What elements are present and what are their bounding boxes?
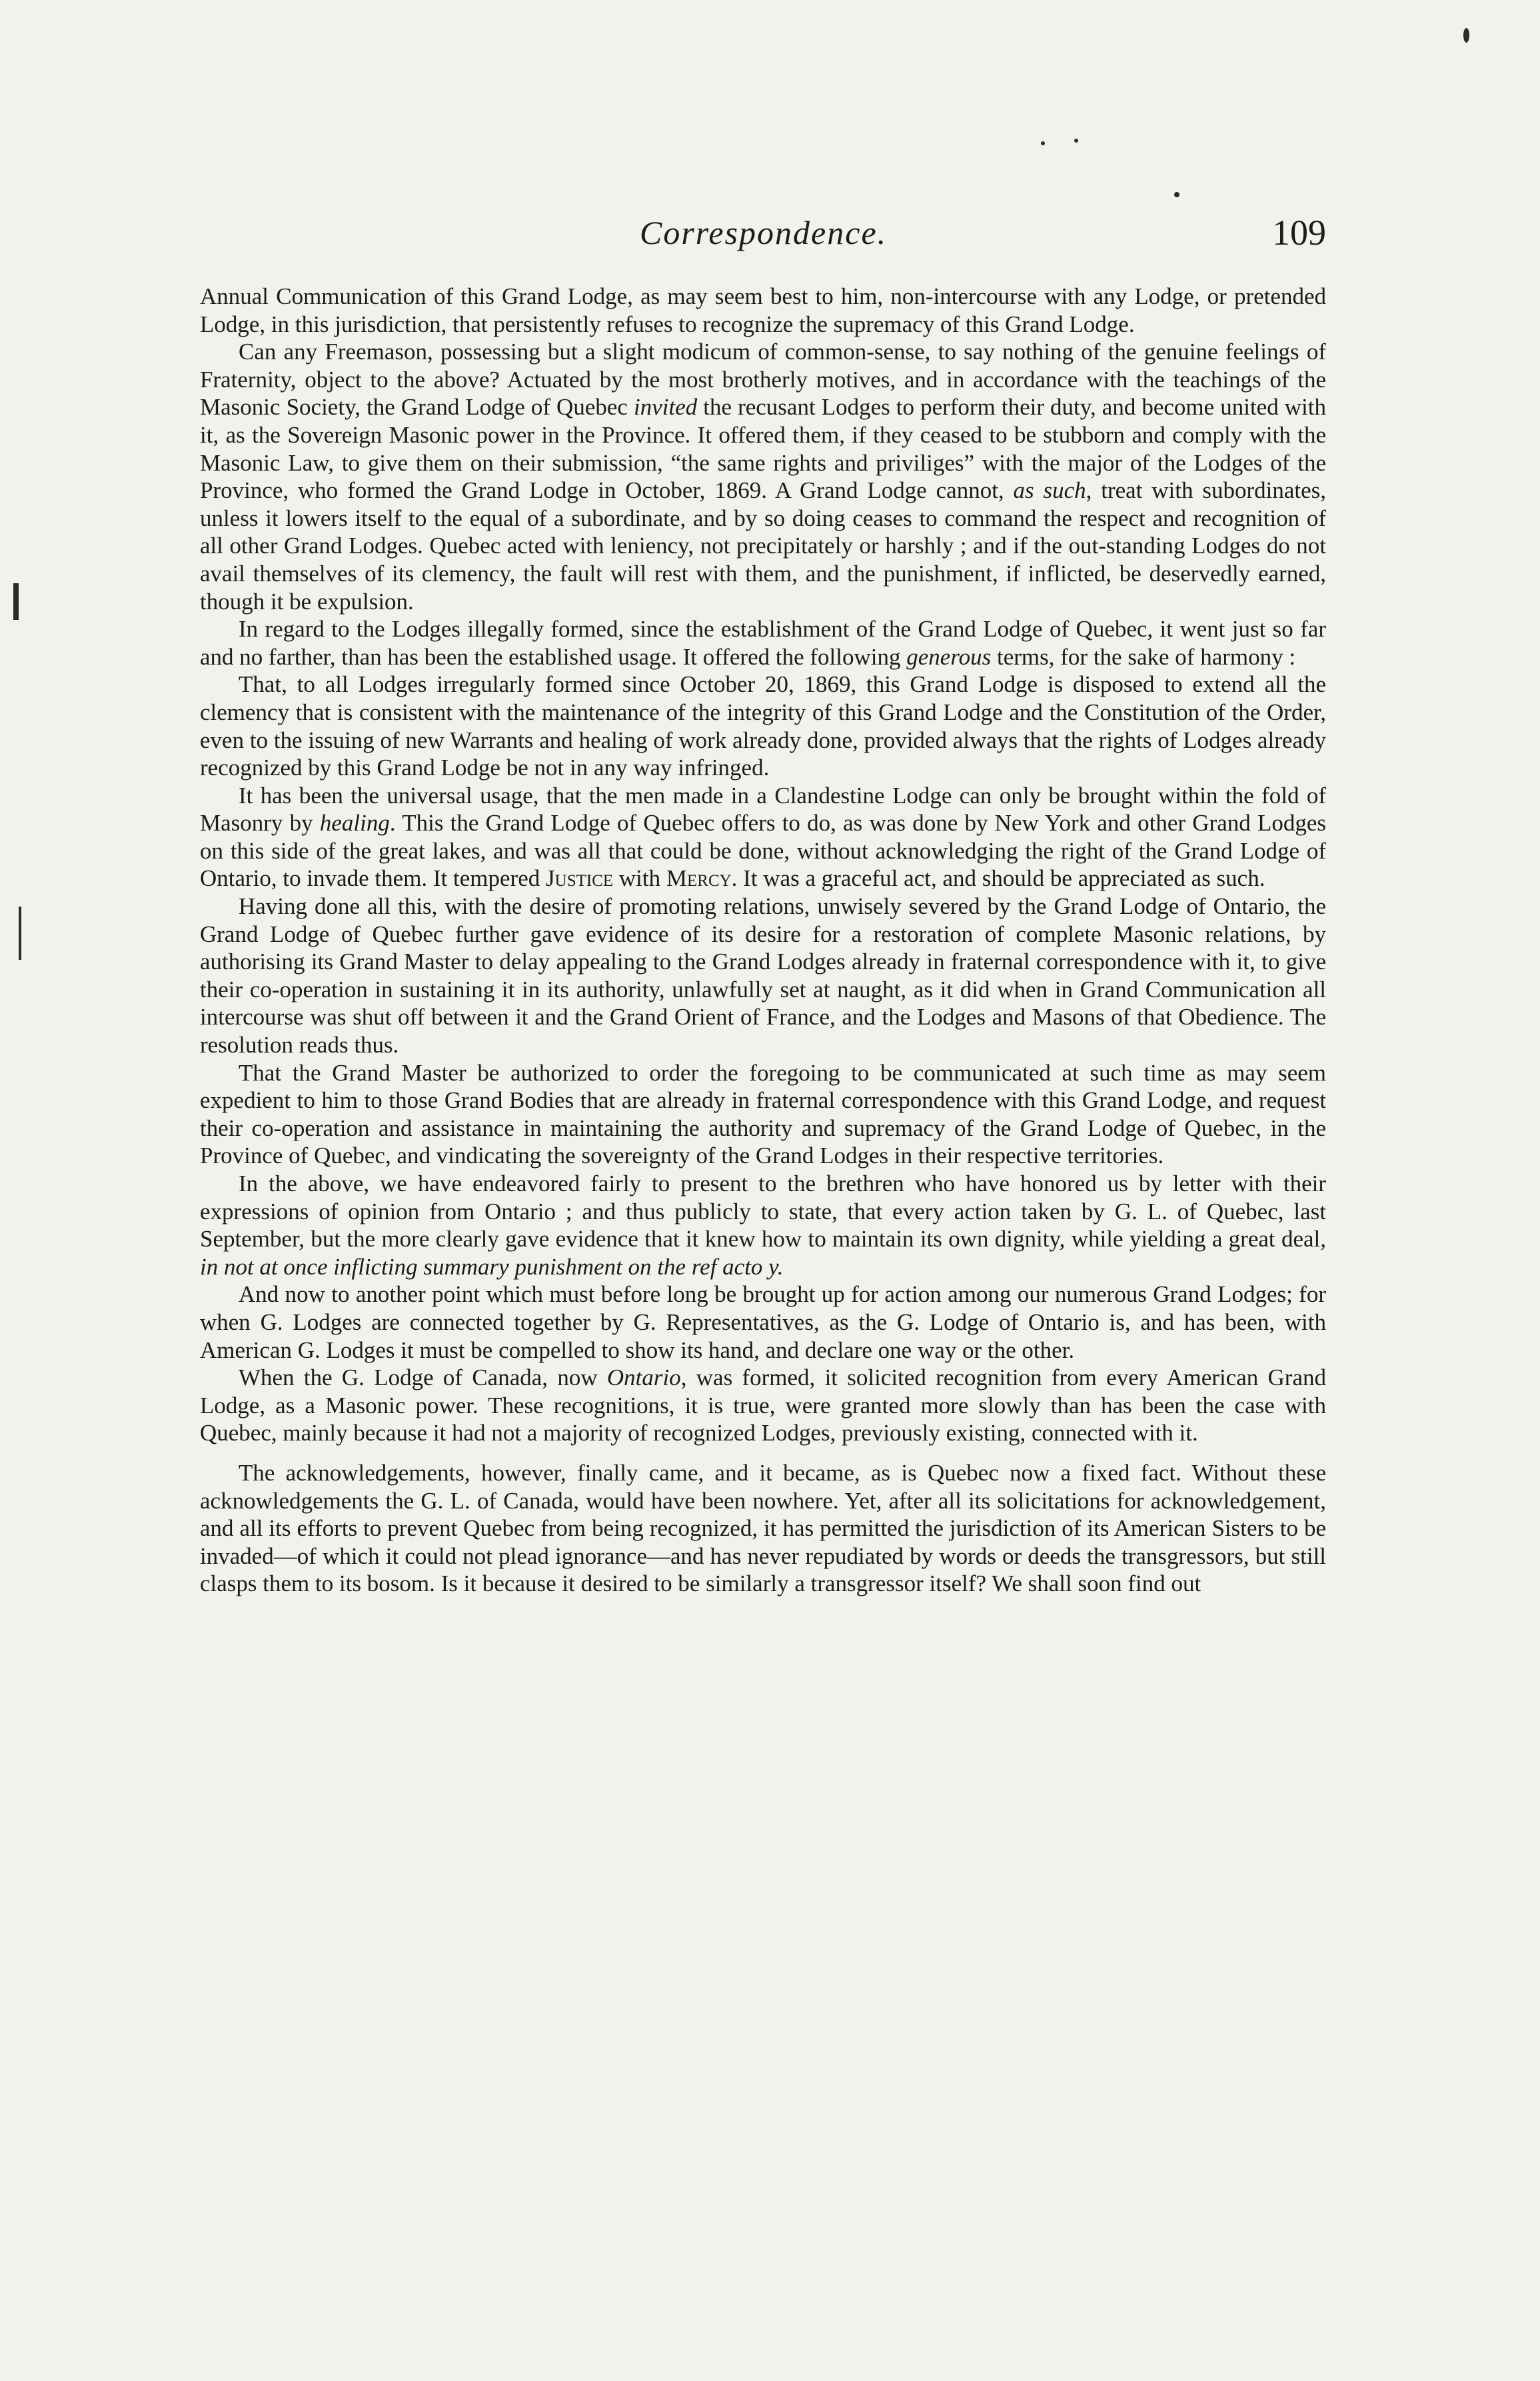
scan-speck (1074, 139, 1078, 143)
paragraph (200, 893, 1326, 1059)
paragraph (200, 671, 1326, 781)
text-run: In the above, we have endeavored fairly to present to the brethren who have honored us by letter with their expressions of opinion from Ontario ; and thus publicly to state, that every action taken by G. L. of Quebec, last September, but the more clearly gave evidence that it knew how to maintain its own dignity, while yielding a great deal, (200, 1171, 1326, 1252)
text-run: . It was a graceful act, and should be appreciated as such. (731, 865, 1265, 892)
scan-speck (1041, 141, 1045, 145)
paragraph (200, 283, 1326, 338)
page-number: 109 (1272, 213, 1326, 253)
body-text (200, 283, 1326, 1598)
page-header (200, 213, 1326, 273)
italic-text: healing (319, 810, 390, 837)
italic-text: invited (633, 394, 698, 421)
text-run: In regard to the Lodges illegally formed, since the establishment of the Grand Lodge of Quebec, it went just so far and no farther, than has been the established usage. It offered the following (200, 616, 1326, 670)
text-run: The acknowledgements, however, finally came, and it became, as is Quebec now a fixed fact. Without these acknowledgements the G. L. of Canada, would have been nowhere. Yet, after all its solicitations for acknowledgement, and all its efforts to prevent Quebec from being recognized, it has permitted the jurisdiction of its American Sisters to be invaded—of which it could not plead ignorance—and has never repudiated by words or deeds the transgressors, but still clasps them to its bosom. Is it because it desired to be similarly a transgressor itself? We shall soon find out (200, 1459, 1326, 1597)
paragraph (200, 1280, 1326, 1364)
italic-text: in not at once inflicting summary punishment on the ref acto y. (200, 1253, 784, 1280)
running-title: Correspondence. (640, 214, 888, 251)
text-run: Annual Communication of this Grand Lodge, as may seem best to him, non-intercourse with any Lodge, or pretended Lodge, in this jurisdiction, that persistently refuses to recognize the supremacy of this Grand Lodge. (200, 283, 1326, 337)
italic-text: as such (1013, 477, 1086, 504)
paragraph (200, 1059, 1326, 1170)
italic-text: Ontario (606, 1364, 681, 1391)
text-run: , was formed, it solicited recognition from every American Grand Lodge, as a Masonic power. These recognitions, it is true, were granted more slowly than has been the case with Quebec, mainly because it had not a majority of recognized Lodges, previously existing, connected with it. (200, 1364, 1326, 1446)
text-run: That, to all Lodges irregularly formed since October 20, 1869, this Grand Lodge is disposed to extend all the clemency that is consistent with the maintenance of the integrity of this Grand Lodge and the Constitution of the Order, even to the issuing of new Warrants and healing of work already done, provided always that the rights of Lodges already recognized by this Grand Lodge be not in any way infringed. (200, 671, 1326, 781)
text-run: It has been the universal usage, that the men made in a Clandestine Lodge can only be brought within the fold of Masonry by (200, 782, 1326, 837)
document-page (200, 213, 1326, 1598)
text-run: the recusant Lodges to perform their duty, and become united with it, as the Sovereign Masonic power in the Province. It offered them, if they ceased to be stubborn and comply with the Masonic Law, to give them on their submission, “the same rights and priviliges” with the major of the Lodges of the Province, who formed the Grand Lodge in October, 1869. A Grand Lodge cannot, (200, 394, 1326, 504)
paragraph (200, 615, 1326, 671)
scan-speck (1174, 192, 1179, 197)
text-run: , treat with subordinates, unless it lowers itself to the equal of a subordinate, and by so doing ceases to command the respect and recognition of all other Grand Lodges. Quebec acted with leniency, not precipitately or harshly ; and if the out-standing Lodges do not avail themselves of its clemency, the fault will rest with them, and the punishment, if inflicted, be deservedly earned, though it be expulsion. (200, 477, 1326, 615)
paragraph (200, 1170, 1326, 1280)
paragraph (200, 338, 1326, 615)
text-run: When the G. Lodge of Canada, now (239, 1364, 607, 1391)
paragraph (200, 782, 1326, 893)
small-caps-text: Justice (546, 865, 614, 892)
margin-mark (19, 907, 21, 960)
text-run: with (613, 865, 666, 892)
text-run: terms, for the sake of harmony : (991, 643, 1296, 670)
italic-text: generous (906, 643, 992, 670)
scan-speck (1463, 28, 1469, 43)
text-run: Can any Freemason, possessing but a slight modicum of common-sense, to say nothing of the genuine feelings of Fraternity, object to the above? Actuated by the most brotherly motives, and in accordance with the teachings of the Masonic Society, the Grand Lodge of Quebec (200, 339, 1326, 421)
paragraph (200, 1364, 1326, 1447)
margin-mark (13, 583, 19, 620)
text-run: Having done all this, with the desire of promoting relations, unwisely severed by the Grand Lodge of Ontario, the Grand Lodge of Quebec further gave evidence of its desire for a restoration of complete Masonic relations, by authorising its Grand Master to delay appealing to the Grand Lodges already in fraternal correspondence with it, to give their co-operation in sustaining it in its authority, unlawfully set at naught, as it did when in Grand Communication all intercourse was shut off between it and the Grand Orient of France, and the Lodges and Masons of that Obedience. The resolution reads thus. (200, 893, 1326, 1059)
text-run: . This the Grand Lodge of Quebec offers to do, as was done by New York and other Grand Lodges on this side of the great lakes, and was all that could be done, without acknowledging the right of the Grand Lodge of Ontario, to invade them. It tempered (200, 810, 1326, 892)
text-run: That the Grand Master be authorized to order the foregoing to be communicated at such time as may seem expedient to him to those Grand Bodies that are already in fraternal correspondence with this Grand Lodge, and request their co-operation and assistance in maintaining the authority and supremacy of the Grand Lodge of Quebec, in the Province of Quebec, and vindicating the sovereignty of the Grand Lodges in their respective territories. (200, 1059, 1326, 1169)
paragraph (200, 1459, 1326, 1598)
text-run: And now to another point which must before long be brought up for action among our numerous Grand Lodges; for when G. Lodges are connected together by G. Representatives, as the G. Lodge of Ontario is, and has been, with American G. Lodges it must be compelled to show its hand, and declare one way or the other. (200, 1281, 1326, 1363)
small-caps-text: Mercy (666, 865, 732, 892)
